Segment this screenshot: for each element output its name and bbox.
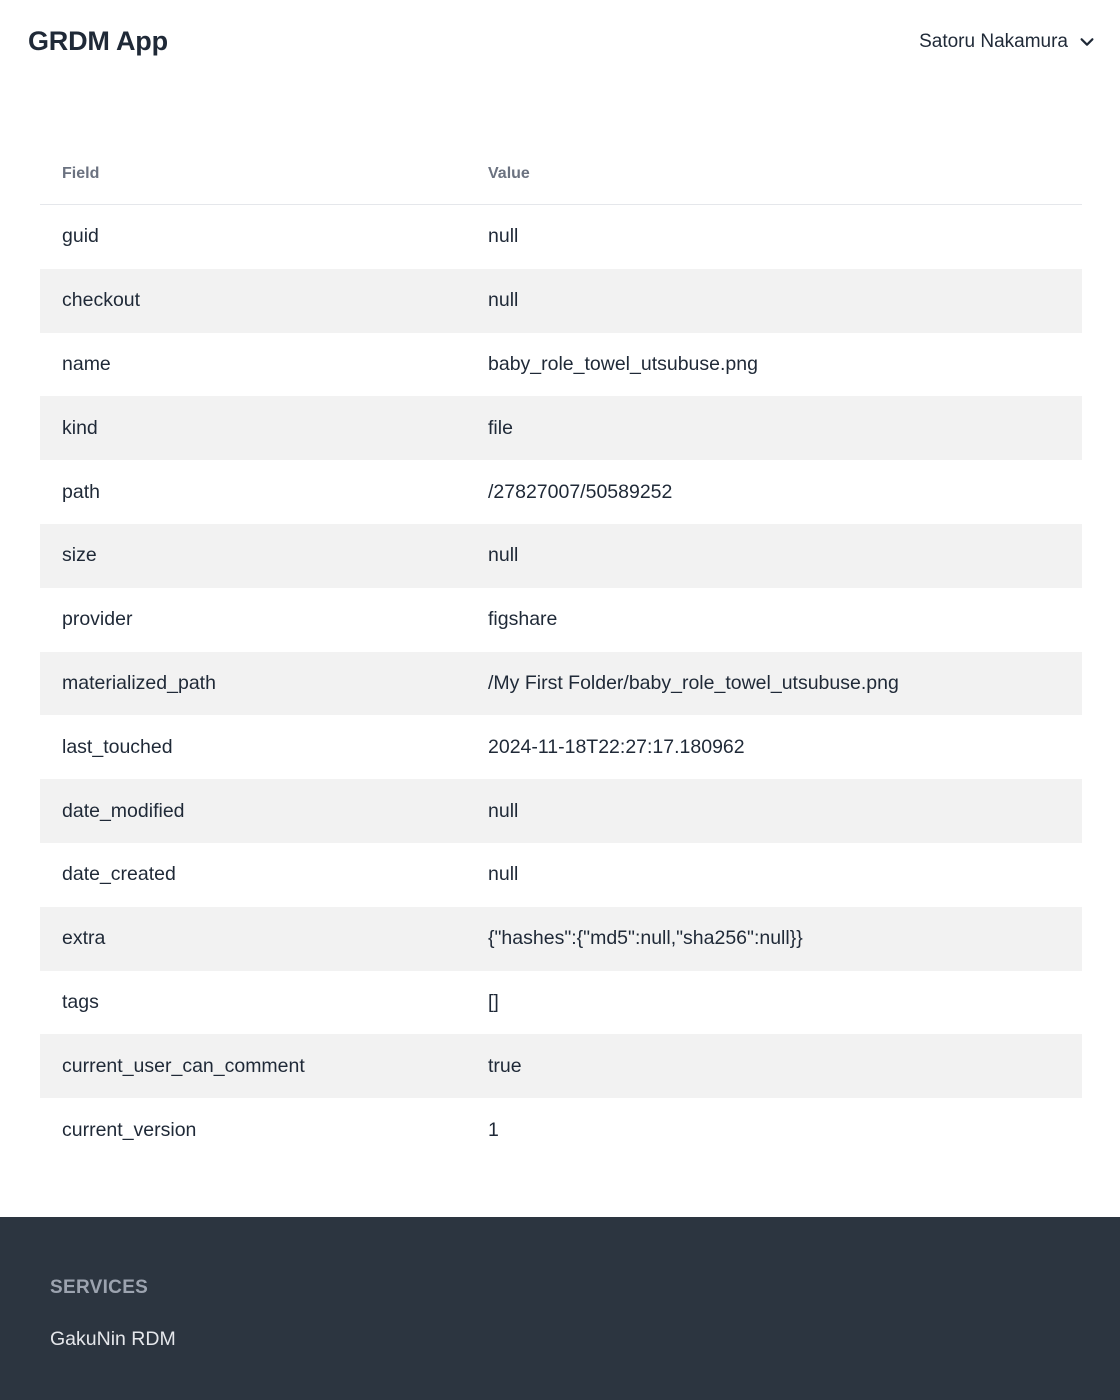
value-cell: []: [488, 990, 499, 1013]
field-cell: path: [62, 480, 100, 503]
file-metadata-table-container: [40, 144, 1082, 1162]
table-row: [40, 333, 1082, 397]
field-cell: extra: [40, 907, 466, 971]
field-cell: date_created: [62, 863, 176, 886]
value-cell: null: [488, 863, 519, 886]
value-cell: {"hashes":{"md5":null,"sha256":null}}: [466, 907, 1082, 971]
value-cell: null: [466, 524, 1082, 588]
table-row: [40, 715, 1082, 779]
value-cell: /27827007/50589252: [488, 480, 673, 503]
file-metadata-table: [40, 144, 1082, 1162]
field-cell: date_modified: [40, 779, 466, 843]
table-row: [40, 1034, 1082, 1098]
table-row: [40, 524, 1082, 588]
field-cell: materialized_path: [40, 652, 466, 716]
field-cell: last_touched: [62, 735, 173, 758]
value-cell: /My First Folder/baby_role_towel_utsubuse.png: [466, 652, 1082, 716]
footer: [0, 1217, 1120, 1400]
table-header-row: [40, 144, 1082, 205]
table-row: [40, 588, 1082, 652]
footer-link-gakunin-rdm[interactable]: GakuNin RDM: [50, 1328, 176, 1350]
value-cell: null: [488, 225, 519, 248]
field-cell: current_version: [62, 1118, 197, 1141]
value-cell: file: [466, 396, 1082, 460]
column-header-value: Value: [466, 144, 1082, 205]
field-cell: size: [40, 524, 466, 588]
column-header-field: Field: [40, 144, 466, 205]
value-cell: 1: [488, 1118, 499, 1141]
field-cell: checkout: [40, 269, 466, 333]
chevron-down-icon: [1078, 33, 1096, 51]
field-cell: provider: [62, 608, 133, 631]
table-row: [40, 205, 1082, 269]
field-cell: current_user_can_comment: [40, 1034, 466, 1098]
table-row: [40, 843, 1082, 907]
footer-services-heading: SERVICES: [50, 1277, 149, 1298]
value-cell: null: [466, 779, 1082, 843]
table-row: [40, 652, 1082, 716]
field-cell: kind: [40, 396, 466, 460]
table-row: [40, 396, 1082, 460]
table-row: [40, 1098, 1082, 1162]
top-navbar: [0, 0, 1120, 88]
table-body: [40, 205, 1082, 1162]
field-cell: tags: [62, 990, 99, 1013]
value-cell: figshare: [488, 608, 558, 631]
value-cell: baby_role_towel_utsubuse.png: [488, 352, 758, 375]
table-row: [40, 907, 1082, 971]
table-header: [40, 144, 1082, 205]
table-row: [40, 779, 1082, 843]
value-cell: 2024-11-18T22:27:17.180962: [488, 735, 745, 758]
table-row: [40, 269, 1082, 333]
table-row: [40, 971, 1082, 1035]
app-title-link[interactable]: GRDM App: [28, 26, 168, 56]
field-cell: name: [62, 352, 111, 375]
value-cell: null: [466, 269, 1082, 333]
value-cell: true: [466, 1034, 1082, 1098]
user-name: Satoru Nakamura: [919, 31, 1068, 52]
user-menu-toggle[interactable]: [919, 31, 1096, 53]
field-cell: guid: [62, 225, 99, 248]
table-row: [40, 460, 1082, 524]
